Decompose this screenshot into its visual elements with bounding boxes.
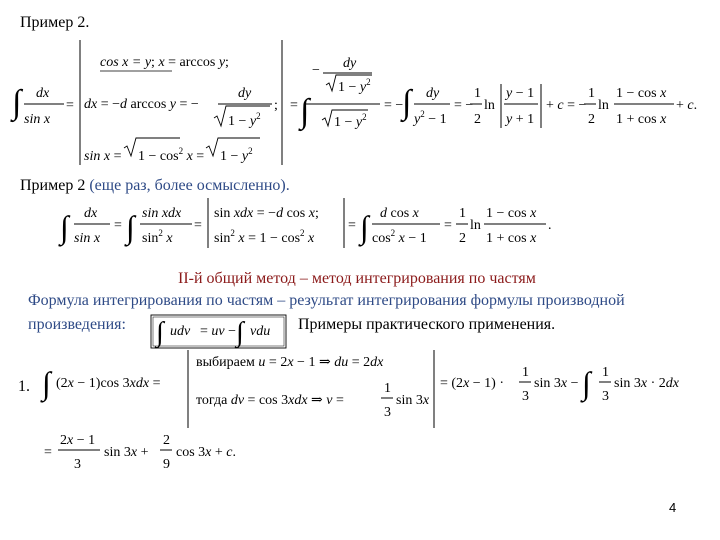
page-number: 4	[669, 500, 677, 515]
svg-text:2: 2	[474, 112, 481, 127]
svg-text:dy: dy	[343, 56, 357, 71]
svg-text:vdu: vdu	[250, 324, 271, 339]
svg-text:1 − y2: $1 - y^2$	[338, 77, 371, 95]
svg-text:1: 1	[588, 86, 595, 101]
svg-text:= −: = −	[384, 98, 404, 113]
svg-text:dx = −d arccos y = −: dx = −d arccos y = −	[84, 97, 199, 112]
svg-text:выбираем u = 2x − 1 ⇒ du = 2dx: выбираем u = 2x − 1 ⇒ du = 2dx	[196, 355, 384, 370]
svg-text:+ c.: + c.	[676, 98, 698, 113]
method-title: II-й общий метод – метод интегрирования по частям	[178, 270, 536, 287]
svg-text:∫: ∫	[300, 93, 310, 130]
svg-text:.: .	[548, 218, 552, 233]
svg-text:(2x − 1)cos 3xdx =: (2x − 1)cos 3xdx =	[56, 376, 161, 391]
svg-text:dy: dy	[238, 86, 252, 101]
svg-text:2: 2	[588, 112, 595, 127]
svg-text:sin 3x +: sin 3x +	[104, 445, 149, 460]
svg-text:1: 1	[384, 381, 391, 396]
svg-text:sin xdx = −d cos x;: sin xdx = −d cos x;	[214, 206, 319, 221]
svg-text:=: =	[114, 218, 122, 233]
svg-text:1 − y2: $1 - y^2$	[334, 112, 367, 130]
svg-text:=: =	[66, 98, 74, 113]
svg-text:+ c = −: + c = −	[546, 98, 587, 113]
svg-text:1: 1	[522, 365, 529, 380]
svg-text:cos 3x + c.: cos 3x + c.	[176, 445, 237, 460]
svg-text:1 − cos x: 1 − cos x	[616, 86, 667, 101]
svg-text:y − 1: y − 1	[506, 86, 535, 101]
parts-formula-intro-line1: Формула интегрирования по частям – результат интегрирования формулы производной	[28, 292, 625, 309]
svg-text:dx: dx	[36, 86, 50, 101]
svg-text:1 − y2: $1 - y^2$	[220, 146, 253, 164]
svg-text:1: 1	[459, 206, 466, 221]
svg-text:1 − cos x: 1 − cos x	[486, 206, 537, 221]
parts-formula-intro-line2: произведения:	[28, 316, 126, 333]
svg-text:∫: ∫	[402, 84, 412, 121]
svg-text:∫: ∫	[360, 209, 369, 245]
svg-text:9: 9	[163, 457, 170, 472]
svg-text:ln: ln	[484, 98, 495, 113]
svg-text:;: ;	[274, 98, 278, 113]
svg-text:3: 3	[602, 389, 609, 404]
svg-text:тогда dv = cos 3xdx ⇒ v =: тогда dv = cos 3xdx ⇒ v =	[196, 393, 344, 408]
svg-text:3: 3	[522, 389, 529, 404]
svg-text:1 + cos x: 1 + cos x	[616, 112, 667, 127]
svg-text:3: 3	[74, 457, 81, 472]
svg-text:∫: ∫	[42, 365, 51, 401]
svg-text:1 − y2: $1 - y^2$	[228, 111, 261, 129]
svg-text:cos2 x − 1: $\cos^2 x - 1$	[372, 228, 427, 246]
svg-text:sin2 x = 1 − cos2 x: $\sin^2 x = 1 - \cos^2 x$	[214, 228, 315, 246]
svg-text:ln: ln	[598, 98, 609, 113]
svg-text:ln: ln	[470, 218, 481, 233]
svg-text:dx: dx	[84, 206, 98, 221]
example2-heading: Пример 2.	[20, 14, 90, 31]
example1-number: 1.	[18, 378, 30, 395]
svg-text:=: =	[194, 218, 202, 233]
svg-text:sin x: sin x	[74, 231, 101, 246]
svg-text:sin 3x −: sin 3x −	[534, 376, 579, 391]
example2-repeat-note: (еще раз, более осмысленно).	[89, 177, 290, 194]
svg-text:∫: ∫	[156, 317, 164, 348]
svg-text:∫: ∫	[582, 365, 591, 401]
svg-text:y2 − 1: $y^2 - 1$	[414, 109, 447, 127]
svg-text:udv: udv	[170, 324, 191, 339]
svg-text:cos x = y; x = arccos y;: cos x = y; x = arccos y;	[100, 55, 229, 70]
svg-text:1: 1	[602, 365, 609, 380]
svg-text:sin x: sin x	[24, 112, 51, 127]
svg-text:∫: ∫	[12, 84, 22, 121]
svg-text:2: 2	[163, 433, 170, 448]
svg-text:dy: dy	[426, 86, 440, 101]
svg-text:sin 3x: sin 3x	[396, 393, 430, 408]
practical-examples-caption: Примеры практического применения.	[298, 316, 556, 333]
svg-text:3: 3	[384, 405, 391, 420]
svg-text:=: =	[290, 98, 298, 113]
svg-text:= uv −: = uv −	[200, 324, 237, 339]
svg-text:= −: = −	[454, 98, 474, 113]
svg-text:2x − 1: 2x − 1	[60, 433, 96, 448]
svg-text:1 + cos x: 1 + cos x	[486, 231, 537, 246]
svg-text:1: 1	[474, 86, 481, 101]
svg-text:∫: ∫	[60, 209, 69, 245]
svg-text:=: =	[44, 445, 52, 460]
svg-text:∫: ∫	[236, 317, 244, 348]
svg-text:d cos x: d cos x	[380, 206, 419, 221]
svg-text:= (2x − 1) ·: = (2x − 1) ·	[440, 376, 505, 391]
svg-text:2: 2	[459, 231, 466, 246]
svg-text:sin2 x: $\sin^2 x$	[142, 228, 173, 246]
svg-text:sin xdx: sin xdx	[142, 206, 182, 221]
svg-text:−: −	[312, 63, 320, 78]
svg-text:=: =	[348, 218, 356, 233]
svg-text:sin x =: sin x =	[84, 149, 122, 164]
example2-repeat-prefix: Пример 2	[20, 177, 90, 194]
svg-text:=: =	[444, 218, 452, 233]
svg-text:∫: ∫	[126, 209, 135, 245]
svg-text:1 − cos2 x =: $1 - \cos^2 x$ =	[138, 146, 205, 164]
svg-text:y + 1: y + 1	[506, 112, 535, 127]
svg-text:sin 3x · 2dx: sin 3x · 2dx	[614, 376, 679, 391]
